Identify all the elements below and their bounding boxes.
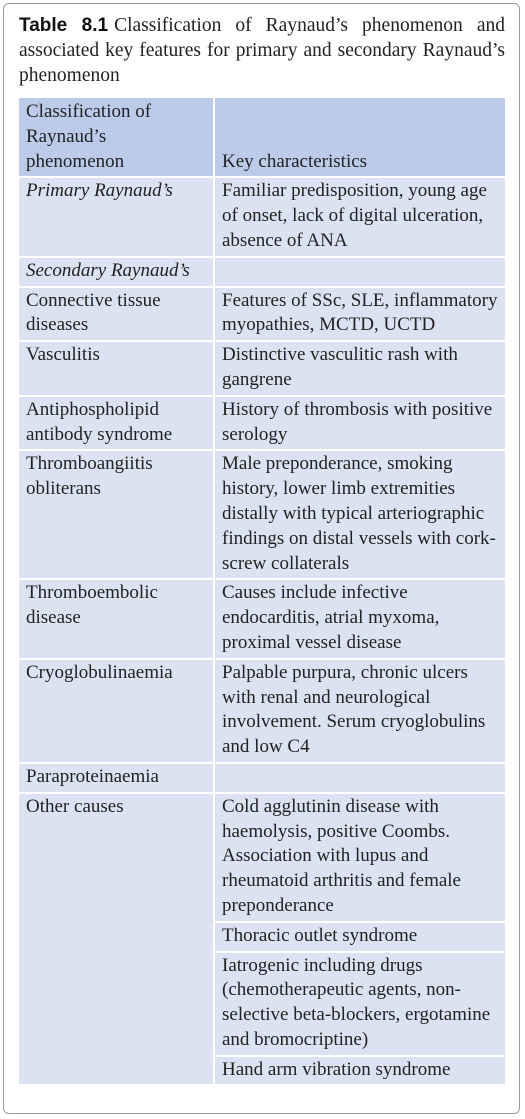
table-row	[19, 257, 505, 287]
classification-table	[19, 98, 505, 1086]
row-label: Vasculitis	[19, 341, 214, 396]
row-text: Distinctive vasculitic rash with gangrene	[214, 341, 505, 396]
table-row	[19, 396, 505, 451]
table-row	[19, 579, 505, 658]
table-row	[19, 659, 505, 763]
row-text: Hand arm vibration syndrome	[214, 1056, 505, 1086]
row-text	[214, 257, 505, 287]
row-text: Thoracic outlet syndrome	[214, 922, 505, 952]
row-label: Thromboangiitis obliterans	[19, 450, 214, 579]
table-row	[19, 793, 505, 922]
table-caption-text: Classification of Raynaud’s phenomenon and associated key features for primary and secondary Raynaud’s phenomenon	[19, 15, 505, 86]
row-text: Male preponderance, smoking history, lower limb extremities distally with typical arteriographic findings on distal vessels with cork-screw collaterals	[214, 450, 505, 579]
header-classification: Classification of Raynaud’s phenomenon	[19, 98, 214, 177]
row-text: Causes include infective endocarditis, atrial myxoma, proximal vessel disease	[214, 579, 505, 658]
table-header-row	[19, 98, 505, 177]
row-label: Cryoglobulinaemia	[19, 659, 214, 763]
row-text: Familiar predisposition, young age of onset, lack of digital ulceration, absence of ANA	[214, 177, 505, 256]
row-text: Iatrogenic including drugs (chemotherapeutic agents, non-selective beta-blockers, ergotamine and bromocriptine)	[214, 952, 505, 1056]
row-text: Cold agglutinin disease with haemolysis, positive Coombs. Association with lupus and rheumatoid arthritis and female preponderance	[214, 793, 505, 922]
row-label: Antiphospholipid antibody syndrome	[19, 396, 214, 451]
table-row	[19, 287, 505, 342]
row-text: Features of SSc, SLE, inflammatory myopathies, MCTD, UCTD	[214, 287, 505, 342]
row-text	[214, 763, 505, 793]
table-row	[19, 177, 505, 256]
row-label: Other causes	[19, 793, 214, 1086]
row-label: Primary Raynaud’s	[19, 177, 214, 256]
table-label: Table 8.1	[19, 15, 109, 36]
row-label: Thromboembolic disease	[19, 579, 214, 658]
row-label: Connective tissue diseases	[19, 287, 214, 342]
row-text: Palpable purpura, chronic ulcers with renal and neurological involvement. Serum cryoglobulins and low C4	[214, 659, 505, 763]
table-row	[19, 450, 505, 579]
header-key-characteristics: Key characteristics	[214, 98, 505, 177]
row-label: Paraproteinaemia	[19, 763, 214, 793]
row-label: Secondary Raynaud’s	[19, 257, 214, 287]
table-row	[19, 341, 505, 396]
row-text: History of thrombosis with positive serology	[214, 396, 505, 451]
table-caption	[19, 13, 505, 88]
table-row	[19, 763, 505, 793]
